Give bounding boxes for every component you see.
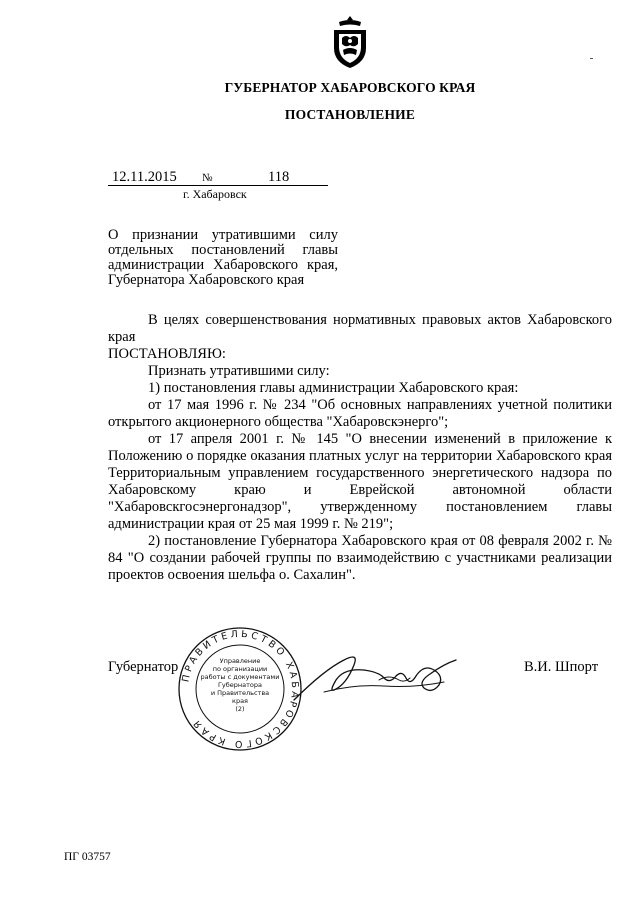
document-number: 118 xyxy=(268,169,290,185)
svg-text:(2): (2) xyxy=(235,705,245,713)
coat-of-arms-icon xyxy=(330,14,370,70)
signatory-name: В.И. Шпорт xyxy=(524,659,599,675)
svg-text:края: края xyxy=(232,697,248,705)
item-1-b: от 17 апреля 2001 г. № 145 "О внесении изменений в приложение к Положению о порядке оказания платных услуг на территории Хабаровского края Территориальным управлением государственного энергетического надзора по Хабаровскому краю и Еврейской автономной области "Хабаровскгосэнергонадзор", утвержденному постановлением главы администрации края от 25 мая 1999 г. № 219"; xyxy=(108,431,612,532)
body-recognize: Признать утратившими силу: xyxy=(148,363,330,379)
form-code: ПГ 03757 xyxy=(64,851,111,863)
issuing-authority: ГУБЕРНАТОР ХАБАРОВСКОГО КРАЯ xyxy=(224,80,476,95)
item-2: 2) постановление Губернатора Хабаровского края от 08 февраля 2002 г. № 84 "О создании рабочей группы по взаимодействию с участниками реализации проектов освоения шельфа о. Сахалин". xyxy=(108,533,612,583)
svg-text:и Правительства: и Правительства xyxy=(210,689,270,697)
item-1-a: от 17 мая 1996 г. № 234 "Об основных направлениях учетной политики открытого акционерного общества "Хабаровскэнерго"; xyxy=(108,397,612,430)
handwritten-signature xyxy=(284,630,474,720)
signatory-position: Губернатор xyxy=(108,659,179,675)
svg-text:Управление: Управление xyxy=(219,657,261,665)
svg-text:Губернатора: Губернатора xyxy=(217,681,263,689)
document-place: г. Хабаровск xyxy=(183,187,247,201)
subject-line: администрации Хабаровского края, xyxy=(108,257,338,273)
item-1-title: 1) постановления главы администрации Хабаровского края: xyxy=(148,380,519,396)
body-intro: В целях совершенствования нормативных правовых актов Хабаровского края xyxy=(108,312,612,345)
document-type-title: ПОСТАНОВЛЕНИЕ xyxy=(284,107,416,122)
svg-text:по организации: по организации xyxy=(212,665,268,673)
document-body xyxy=(108,312,612,584)
decree-word: ПОСТАНОВЛЯЮ: xyxy=(108,346,226,362)
document-date: 12.11.2015 xyxy=(112,169,177,185)
svg-text:ПРАВИТЕЛЬСТВО ХАБАРОВСКОГО КРА: ПРАВИТЕЛЬСТВО ХАБАРОВСКОГО КРАЯ xyxy=(180,628,301,750)
svg-text:работы с документами: работы с документами xyxy=(200,673,280,681)
margin-mark xyxy=(590,58,593,59)
registration-underline xyxy=(108,185,328,186)
document-subject xyxy=(108,228,338,288)
subject-line: Губернатора Хабаровского края xyxy=(108,272,305,288)
number-sign: № xyxy=(202,172,213,184)
subject-line: О признании утратившими силу xyxy=(108,227,338,243)
subject-line: отдельных постановлений главы xyxy=(108,242,338,258)
